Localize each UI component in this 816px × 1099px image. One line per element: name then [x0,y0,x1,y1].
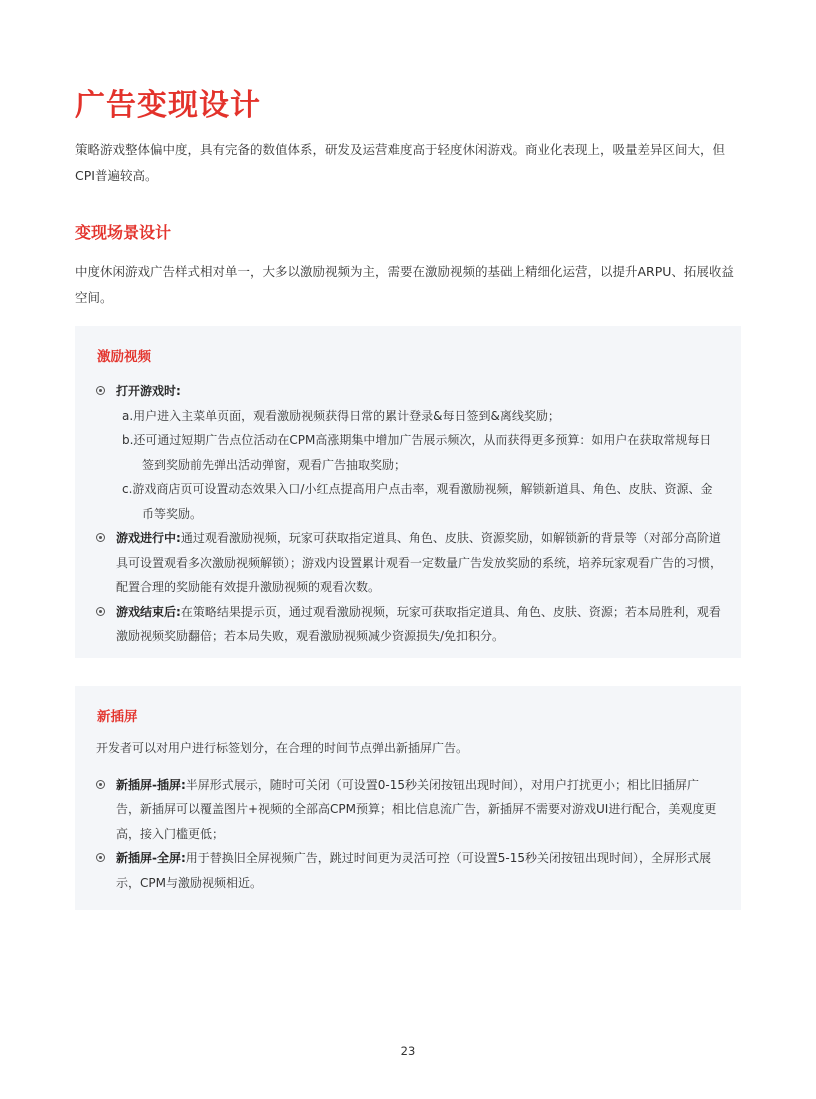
bullet-label: 游戏结束后: [116,604,181,619]
interstitial-body [96,736,723,895]
page-title: 广告变现设计 [75,88,261,123]
section-paragraph: 中度休闲游戏广告样式相对单一，大多以激励视频为主，需要在激励视频的基础上精细化运营，以提升ARPU、拓展收益空间。 [75,264,734,305]
bullet-open-game [96,379,723,404]
radio-bullet-icon [96,533,105,542]
bullet-label: 新插屏-全屏: [116,851,186,865]
interstitial-title: 新插屏 [97,709,138,725]
reward-video-body [96,379,723,649]
intro-paragraph: 策略游戏整体偏中度，具有完备的数值体系，研发及运营难度高于轻度休闲游戏。商业化表现上，吸量差异区间大，但CPI普遍较高。 [75,142,726,183]
interstitial-intro: 开发者可以对用户进行标签划分，在合理的时间节点弹出新插屏广告。 [96,741,469,755]
page-number: 23 [400,1044,416,1058]
bullet-text: 在策略结果提示页，通过观看激励视频，玩家可获取指定道具、角色、皮肤、资源；若本局胜利，观看激励视频奖励翻倍；若本局失败，观看激励视频减少资源损失/免扣积分。 [116,604,721,643]
sub-item-a: a.用户进入主菜单页面，观看激励视频获得日常的累计登录&每日签到&离线奖励； [122,408,560,423]
reward-video-card [75,326,741,658]
bullet-label: 新插屏-插屏: [116,777,186,792]
bullet-text: 半屏形式展示，随时可关闭（可设置0-15秒关闭按钮出现时间），对用户打扰更小；相比旧插屏广告，新插屏可以覆盖图片+视频的全部高CPM预算；相比信息流广告，新插屏不需要对游戏UI进行配合，美观度更高，接入门槛更低； [116,777,717,841]
radio-bullet-icon [96,386,105,395]
reward-video-title: 激励视频 [97,349,151,365]
section-title: 变现场景设计 [75,223,172,242]
bullet-label: 游戏进行中: [116,531,181,545]
bullet-in-game [96,526,723,600]
bullet-half-screen [96,773,723,847]
interstitial-card [75,686,741,910]
radio-bullet-icon [96,607,105,616]
bullet-text: 用于替换旧全屏视频广告，跳过时间更为灵活可控（可设置5-15秒关闭按钮出现时间），全屏形式展示，CPM与激励视频相近。 [116,851,712,890]
bullet-game-end [96,600,723,649]
sub-item-c: c.游戏商店页可设置动态效果入口/小红点提高用户点击率，观看激励视频，解锁新道具、角色、皮肤、资源、金币等奖励。 [122,482,713,521]
radio-bullet-icon [96,780,105,789]
bullet-label: 打开游戏时: [116,384,181,398]
sub-item-b: b.还可通过短期广告点位活动在CPM高涨期集中增加广告展示频次，从而获得更多预算：如用户在获取常规每日签到奖励前先弹出活动弹窗，观看广告抽取奖励； [122,433,712,472]
radio-bullet-icon [96,853,105,862]
bullet-full-screen [96,846,723,895]
bullet-text: 通过观看激励视频，玩家可获取指定道具、角色、皮肤、资源奖励，如解锁新的背景等（对部分高阶道具可设置观看多次激励视频解锁）；游戏内设置累计观看一定数量广告发放奖励的系统，培养玩家观看广告的习惯，配置合理的奖励能有效提升激励视频的观看次数。 [116,531,723,594]
